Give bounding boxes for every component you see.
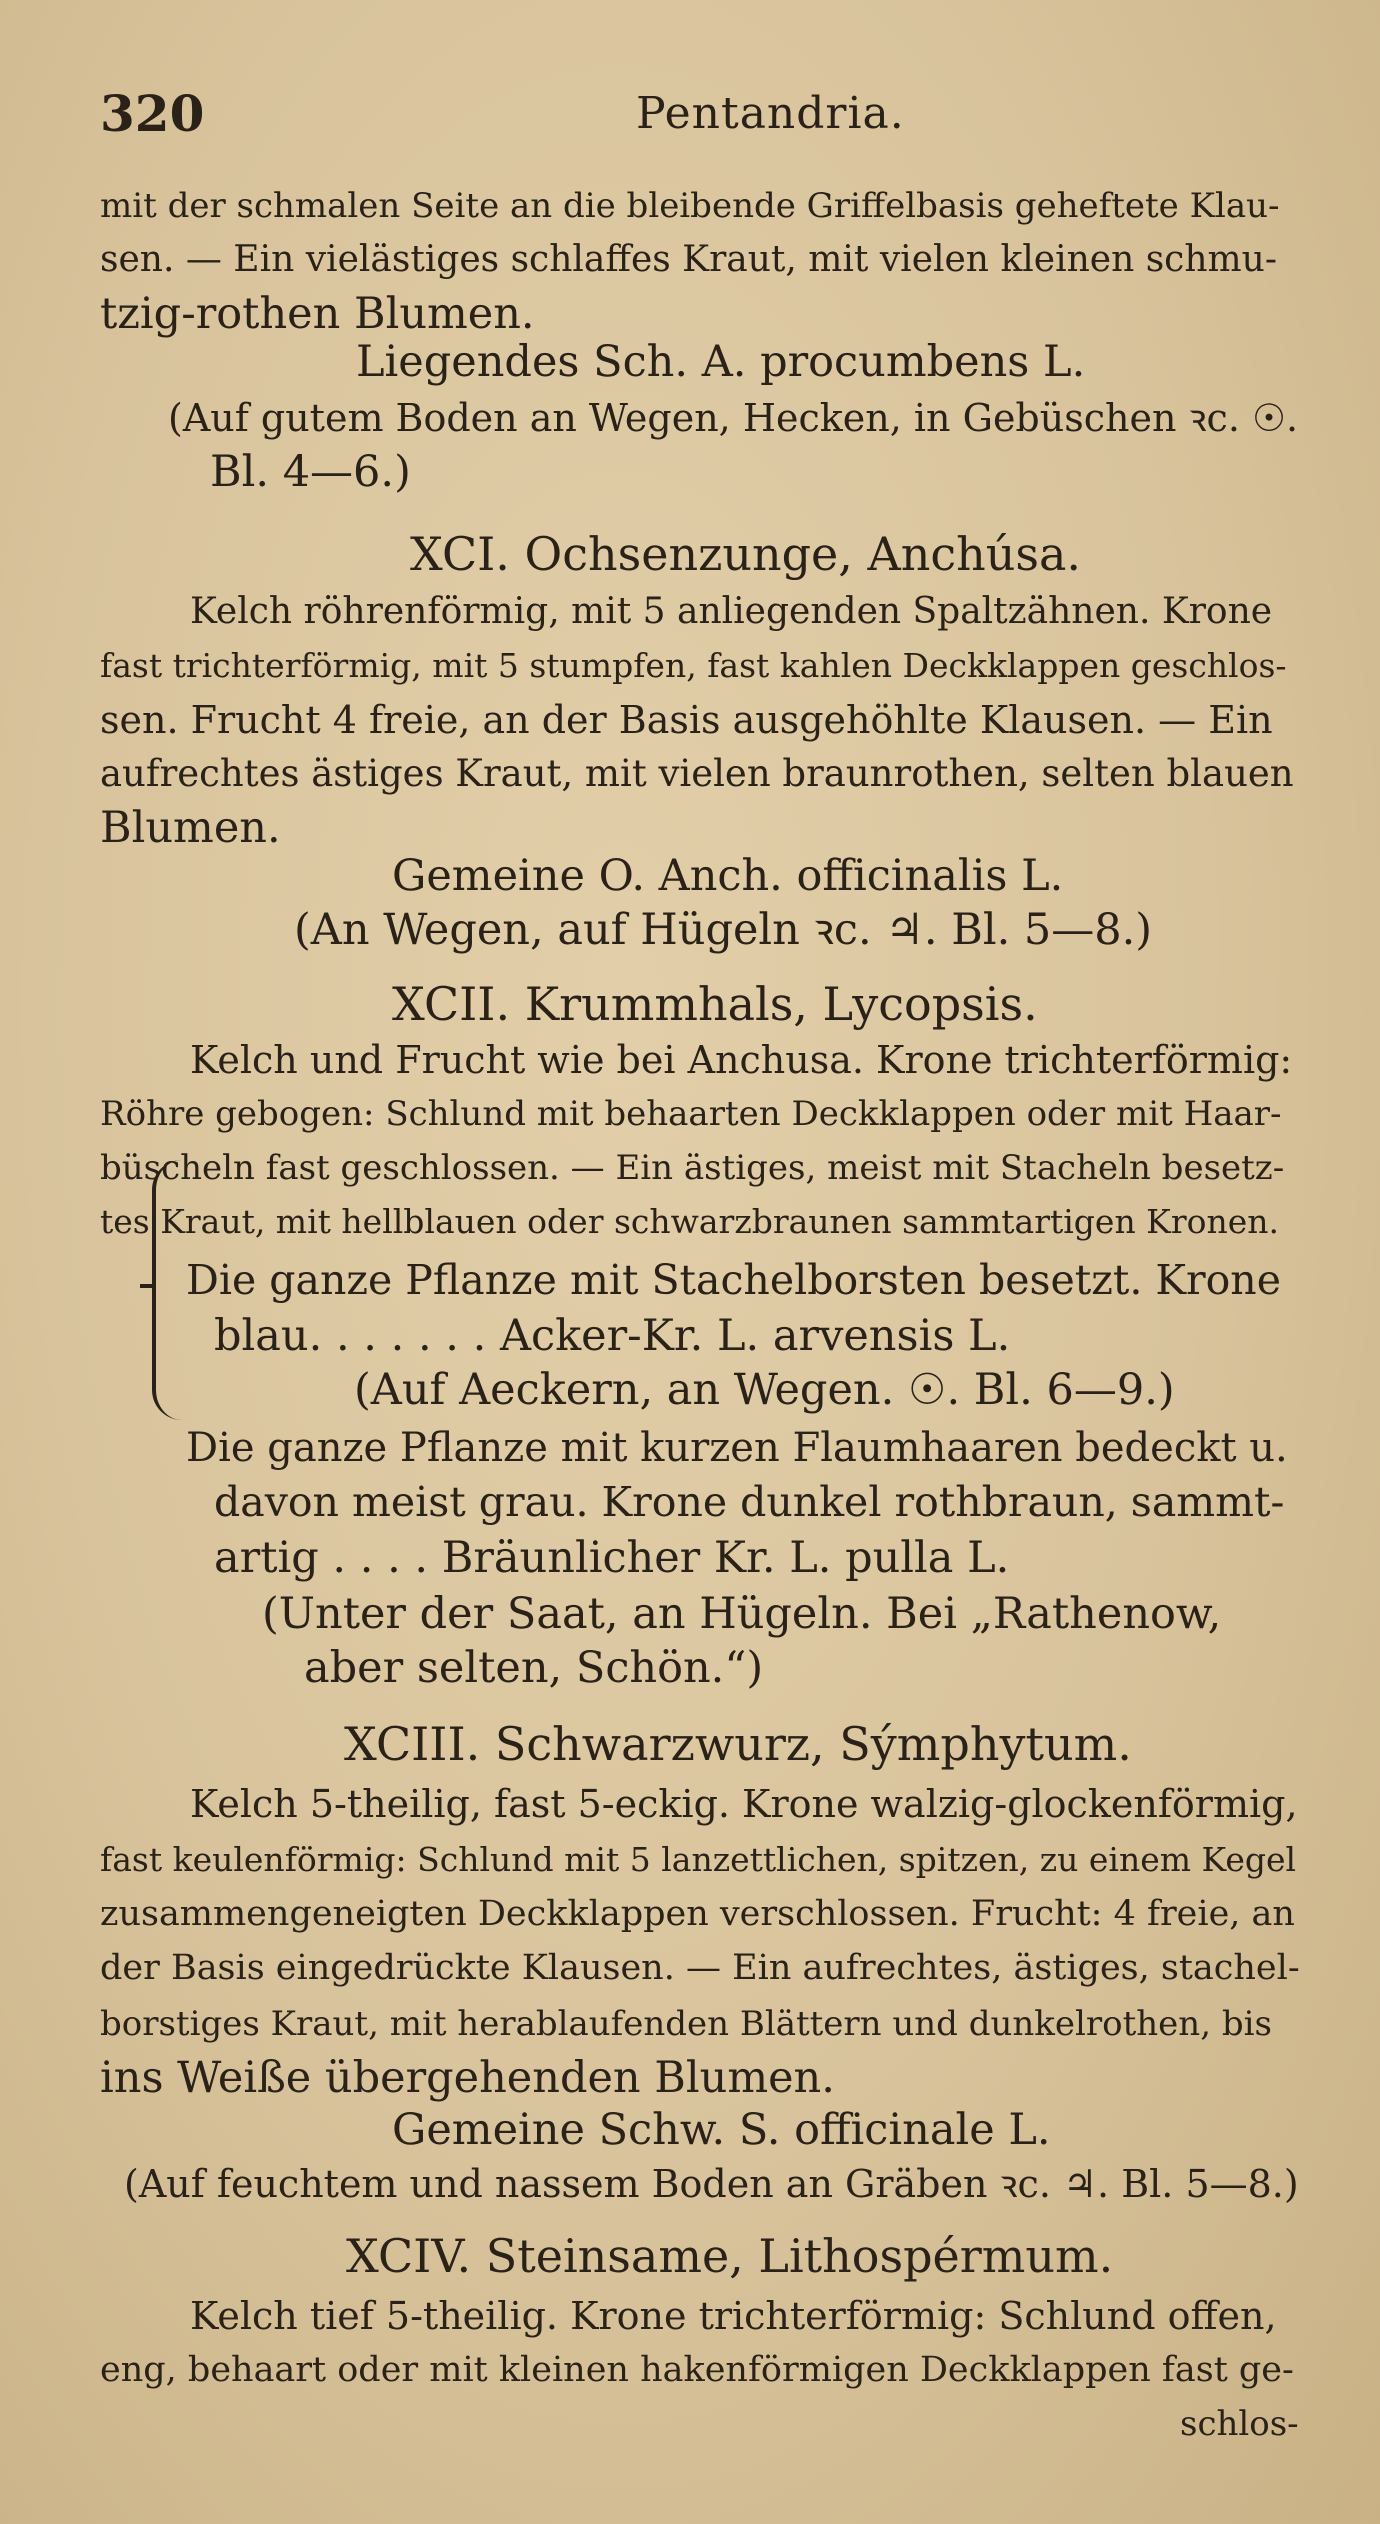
genus-heading: XCI. Ochsenzunge, Anchúsa.: [410, 527, 1082, 581]
text-line: der Basis eingedrückte Klausen. — Ein aufrechtes, ästiges, stachel-: [100, 1948, 1300, 1988]
text-line: Röhre gebogen: Schlund mit behaarten Deckklappen oder mit Haar-: [100, 1094, 1282, 1134]
key-line: davon meist grau. Krone dunkel rothbraun, sammt-: [214, 1478, 1285, 1526]
genus-heading: XCIV. Steinsame, Lithospérmum.: [346, 2229, 1114, 2283]
text-line: büscheln fast geschlossen. — Ein ästiges, meist mit Stacheln besetz-: [100, 1148, 1285, 1188]
key-line: Die ganze Pflanze mit Stachelborsten besetzt. Krone: [186, 1256, 1281, 1304]
flowering-note: Bl. 4—6.): [210, 447, 411, 497]
species-name: Liegendes Sch. A. procumbens L.: [356, 337, 1086, 387]
text-line: tzig-rothen Blumen.: [100, 289, 535, 339]
text-line: Kelch 5-theilig, fast 5-eckig. Krone walzig-glockenförmig,: [190, 1782, 1298, 1826]
text-line: sen. Frucht 4 freie, an der Basis ausgehöhlte Klausen. — Ein: [100, 698, 1273, 742]
text-line: Kelch tief 5-theilig. Krone trichterförmig: Schlund offen,: [190, 2294, 1277, 2338]
text-line: zusammengeneigten Deckklappen verschlossen. Frucht: 4 freie, an: [100, 1894, 1295, 1934]
catchword: schlos-: [1180, 2404, 1299, 2444]
key-brace: [152, 1160, 186, 1420]
habitat-note: (Unter der Saat, an Hügeln. Bei „Rathenow,: [262, 1589, 1222, 1639]
habitat-note: (Auf feuchtem und nassem Boden an Gräben ꝛc. ♃. Bl. 5—8.): [124, 2162, 1299, 2206]
text-line: aufrechtes ästiges Kraut, mit vielen braunrothen, selten blauen: [100, 752, 1294, 795]
genus-heading: XCII. Krummhals, Lycopsis.: [392, 977, 1038, 1031]
text-line: Blumen.: [100, 803, 281, 853]
habitat-note: (Auf Aeckern, an Wegen. ☉. Bl. 6—9.): [354, 1365, 1175, 1415]
key-line: artig . . . . Bräunlicher Kr. L. pulla L.: [214, 1533, 1010, 1583]
key-line: Die ganze Pflanze mit kurzen Flaumhaaren bedeckt u.: [186, 1425, 1288, 1471]
text-line: fast keulenförmig: Schlund mit 5 lanzettlichen, spitzen, zu einem Kegel: [100, 1840, 1297, 1879]
text-line: Kelch röhrenförmig, mit 5 anliegenden Spaltzähnen. Krone: [190, 591, 1273, 632]
text-line: mit der schmalen Seite an die bleibende Griffelbasis geheftete Klau-: [100, 186, 1280, 226]
genus-heading: XCIII. Schwarzwurz, Sýmphytum.: [344, 1717, 1132, 1771]
habitat-note: aber selten, Schön.“): [304, 1643, 764, 1693]
text-line: fast trichterförmig, mit 5 stumpfen, fast kahlen Deckklappen geschlos-: [100, 646, 1287, 685]
key-brace-tip: [140, 1284, 154, 1288]
text-line: borstiges Kraut, mit herablaufenden Blättern und dunkelrothen, bis: [100, 2004, 1272, 2044]
species-name: Gemeine Schw. S. officinale L.: [392, 2105, 1051, 2155]
species-name: Gemeine O. Anch. officinalis L.: [392, 851, 1064, 901]
key-line: blau. . . . . . . Acker-Kr. L. arvensis L.: [214, 1311, 1011, 1361]
text-line: tes Kraut, mit hellblauen oder schwarzbraunen sammtartigen Kronen.: [100, 1202, 1280, 1241]
text-line: Kelch und Frucht wie bei Anchusa. Krone trichterförmig:: [190, 1038, 1293, 1082]
running-header: Pentandria.: [636, 88, 905, 139]
text-line: ins Weiße übergehenden Blumen.: [100, 2053, 835, 2103]
page-number: 320: [100, 84, 205, 143]
text-line: eng, behaart oder mit kleinen hakenförmigen Deckklappen fast ge-: [100, 2350, 1294, 2390]
text-line: sen. — Ein vielästiges schlaffes Kraut, mit vielen kleinen schmu-: [100, 239, 1278, 280]
habitat-note: (An Wegen, auf Hügeln ꝛc. ♃. Bl. 5—8.): [294, 905, 1153, 955]
habitat-note: (Auf gutem Boden an Wegen, Hecken, in Gebüschen ꝛc. ☉.: [168, 396, 1299, 440]
